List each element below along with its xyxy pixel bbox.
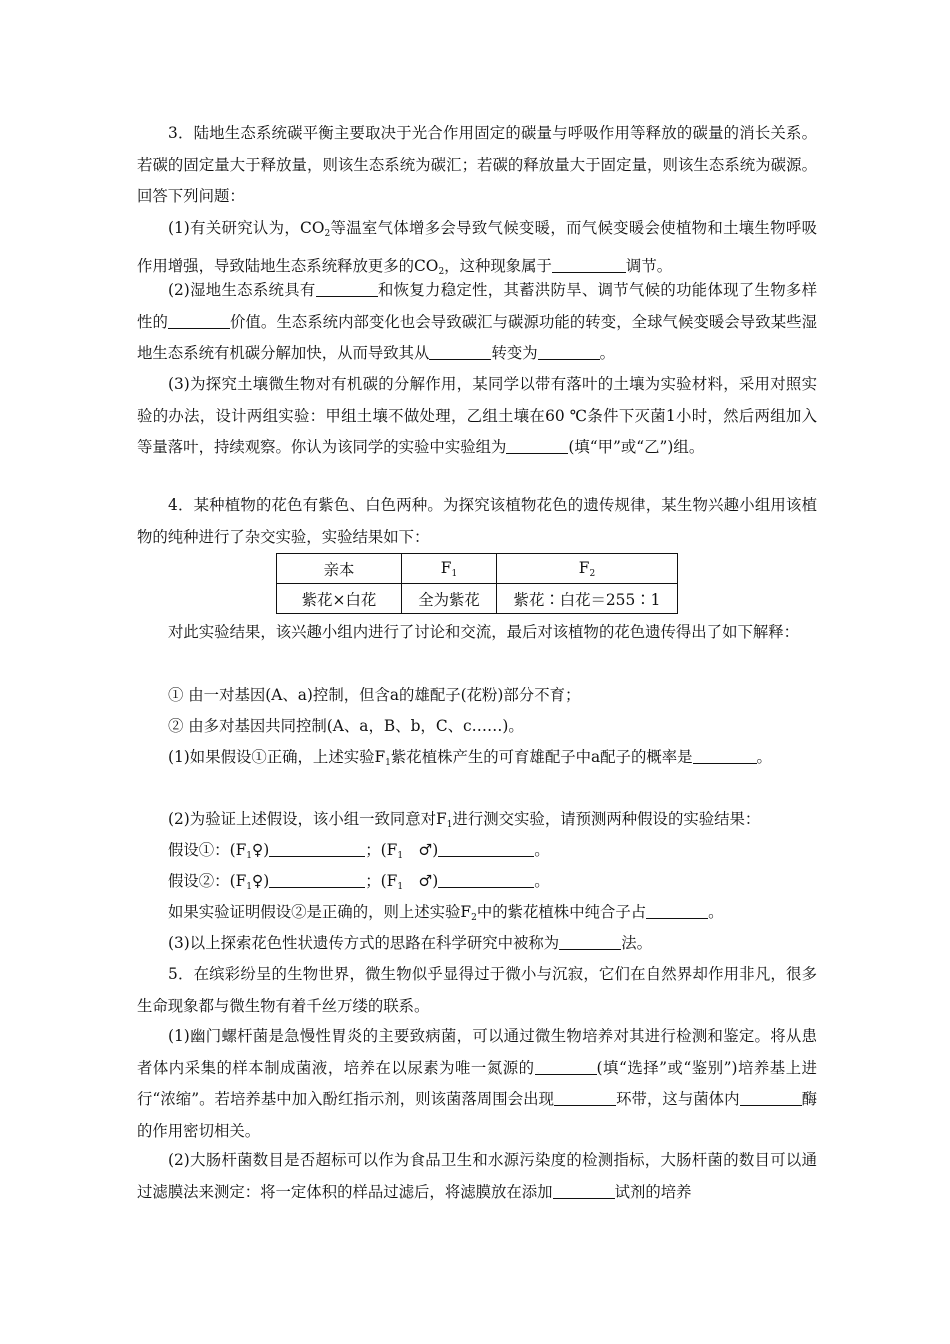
answer-blank[interactable] bbox=[535, 1058, 597, 1075]
q5-part1: (1)幽门螺杆菌是急慢性胃炎的主要致病菌，可以通过微生物培养对其进行检测和鉴定。将从患者体内采集的样本制成菌液，培养在以尿素为唯一氮源的 (填“选择”或“鉴别”)培养基上进行“浓缩”。若培养基中加入酚红指示剂，则该菌落周围会出现 环带，这与菌体内 酶的作用密切相关。 bbox=[137, 1027, 817, 1140]
answer-blank[interactable] bbox=[438, 871, 534, 888]
q4-sub1: (1)如果假设①正确，上述实验$F_1$紫花植株产生的可育雄配子中a配子的概率是 。 bbox=[168, 748, 772, 768]
hypothesis-2-result: 假设②：$(F_1♀)$ ；($F_1$ ♂) 。 bbox=[168, 872, 550, 892]
answer-blank[interactable] bbox=[269, 871, 365, 888]
answer-blank[interactable] bbox=[506, 437, 568, 454]
answer-blank[interactable] bbox=[749, 747, 757, 764]
table-header-cell: $F_2$ bbox=[497, 554, 678, 584]
answer-blank[interactable] bbox=[740, 1089, 802, 1106]
hypothesis-1: ① 由一对基因(A、a)控制，但含a的雄配子(花粉)部分不育； bbox=[168, 686, 581, 704]
q3-part2: (2)湿地生态系统具有 和恢复力稳定性，其蓄洪防旱、调节气候的功能体现了生物多样性的 价值。生态系统内部变化也会导致碳汇与碳源功能的转变，全球气候变暖会导致某些湿地生态系统有机碳分解加快，从而导致其从 转变为 。 bbox=[137, 281, 817, 362]
answer-blank[interactable] bbox=[552, 256, 626, 273]
answer-blank[interactable] bbox=[693, 747, 749, 764]
answer-blank[interactable] bbox=[168, 312, 230, 329]
table-cell: 全为紫花 bbox=[402, 584, 497, 614]
q5-part2: (2)大肠杆菌数目是否超标可以作为食品卫生和水源污染度的检测指标，大肠杆菌的数目可以通过滤膜法来测定：将一定体积的样品过滤后，将滤膜放在添加 试剂的培养 bbox=[137, 1151, 817, 1201]
table-row bbox=[277, 554, 678, 584]
answer-blank[interactable] bbox=[646, 902, 708, 919]
hypothesis-1-result: 假设①：$(F_1♀)$ ；($F_1$ ♂) 。 bbox=[168, 841, 550, 861]
q5-intro: 5．在缤彩纷呈的生物世界，微生物似乎显得过于微小与沉寂，它们在自然界却作用非凡，很多生命现象都与微生物有着千丝万缕的联系。 bbox=[137, 965, 817, 1015]
q3-part3: (3)为探究土壤微生物对有机碳的分解作用，某同学以带有落叶的土壤为实验材料，采用对照实验的办法，设计两组实验：甲组土壤不做处理，乙组土壤在60 ℃条件下灭菌1小时，然后两组加入等量落叶，持续观察。你认为该同学的实验中实验组为 (填“甲”或“乙”)组。 bbox=[137, 375, 817, 456]
answer-blank[interactable] bbox=[559, 933, 621, 950]
answer-blank[interactable] bbox=[538, 343, 600, 360]
table-cell: 紫花×白花 bbox=[277, 584, 402, 614]
q4-intro: 4．某种植物的花色有紫色、白色两种。为探究该植物花色的遗传规律，某生物兴趣小组用该植物的纯种进行了杂交实验，实验结果如下： bbox=[137, 496, 817, 546]
answer-blank[interactable] bbox=[554, 1089, 616, 1106]
q3-part1: (1)有关研究认为，$CO_2$等温室气体增多会导致气候变暖，而气候变暖会使植物和土壤生物呼吸作用增强，导致陆地生态系统释放更多的$CO_2$，这种现象属于 调节。 bbox=[137, 219, 817, 277]
table-header-cell: 亲本 bbox=[277, 554, 402, 584]
table-cell: 紫花∶白花＝255∶1 bbox=[497, 584, 678, 614]
answer-blank[interactable] bbox=[316, 280, 378, 297]
q4-sub3: (3)以上探索花色性状遗传方式的思路在科学研究中被称为 法。 bbox=[168, 934, 652, 952]
results-table bbox=[276, 553, 678, 614]
q4-after-table: 对此实验结果，该兴趣小组内进行了讨论和交流，最后对该植物的花色遗传得出了如下解释： bbox=[168, 623, 800, 641]
q4-conclusion: 如果实验证明假设②是正确的，则上述实验$F_2$中的紫花植株中纯合子占 。 bbox=[168, 903, 724, 923]
q4-sub2: (2)为验证上述假设，该小组一致同意对$F_1$进行测交实验，请预测两种假设的实验结果： bbox=[168, 810, 761, 830]
hypothesis-2: ② 由多对基因共同控制(A、a，B、b，C、c……)。 bbox=[168, 717, 524, 735]
answer-blank[interactable] bbox=[553, 1182, 615, 1199]
answer-blank[interactable] bbox=[438, 840, 534, 857]
answer-blank[interactable] bbox=[269, 840, 365, 857]
table-row bbox=[277, 584, 678, 614]
table-header-cell: $F_1$ bbox=[402, 554, 497, 584]
answer-blank[interactable] bbox=[429, 343, 491, 360]
q3-intro: 3．陆地生态系统碳平衡主要取决于光合作用固定的碳量与呼吸作用等释放的碳量的消长关系。若碳的固定量大于释放量，则该生态系统为碳汇；若碳的释放量大于固定量，则该生态系统为碳源。回答下列问题： bbox=[137, 124, 817, 205]
